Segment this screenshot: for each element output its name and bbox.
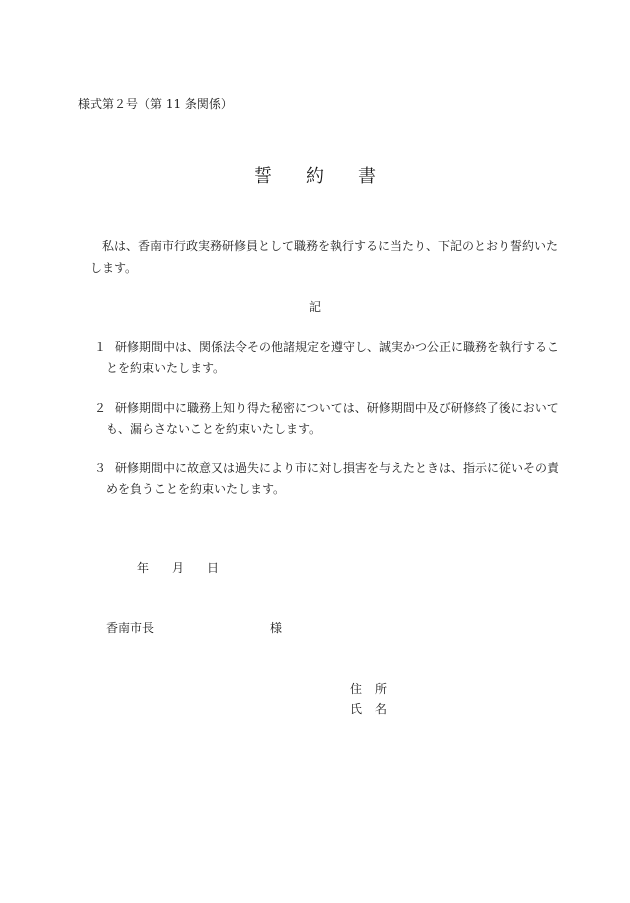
item-3-number: ３ <box>94 461 107 475</box>
date-day: 日 <box>207 561 220 575</box>
addressee-honorific: 様 <box>270 621 283 635</box>
date-year: 年 <box>137 561 150 575</box>
date-month: 月 <box>172 561 185 575</box>
item-1-line-2: とを約束いたします。 <box>106 361 226 375</box>
title-char-3: 書 <box>358 166 376 187</box>
name-label-char-1: 氏 <box>350 702 363 716</box>
intro-line-1: 私は、香南市行政実務研修員として職務を執行するに当たり、下記のとおり誓約いた <box>102 239 559 253</box>
title-char-1: 誓 <box>254 166 272 187</box>
signer-address-label <box>350 680 387 697</box>
intro-line-2: します。 <box>90 261 138 275</box>
item-2-number: ２ <box>94 401 107 415</box>
form-number: 様式第２号（第 11 条関係） <box>78 97 233 111</box>
date-line <box>137 559 219 576</box>
item-2-line-2: も、漏らさないことを約束いたします。 <box>106 422 322 436</box>
ki-label: 記 <box>308 300 321 314</box>
item-3-line-2: めを負うことを約束いたします。 <box>106 482 286 496</box>
address-label-char-2: 所 <box>375 682 388 696</box>
addressee-mayor: 香南市長 <box>106 621 155 635</box>
item-2-line-1: 研修期間中に職務上知り得た秘密については、研修期間中及び研修終了後において <box>115 401 559 415</box>
address-label-char-1: 住 <box>350 682 363 696</box>
document-title <box>0 162 630 188</box>
item-3-line-1: 研修期間中に故意又は過失により市に対し損害を与えたときは、指示に従いその責 <box>115 461 560 475</box>
signer-name-label <box>350 700 387 717</box>
name-label-char-2: 名 <box>375 702 388 716</box>
title-char-2: 約 <box>306 166 324 187</box>
item-1-number: １ <box>94 340 107 354</box>
item-1-line-1: 研修期間中は、関係法令その他諸規定を遵守し、誠実かつ公正に職務を執行するこ <box>115 340 560 354</box>
